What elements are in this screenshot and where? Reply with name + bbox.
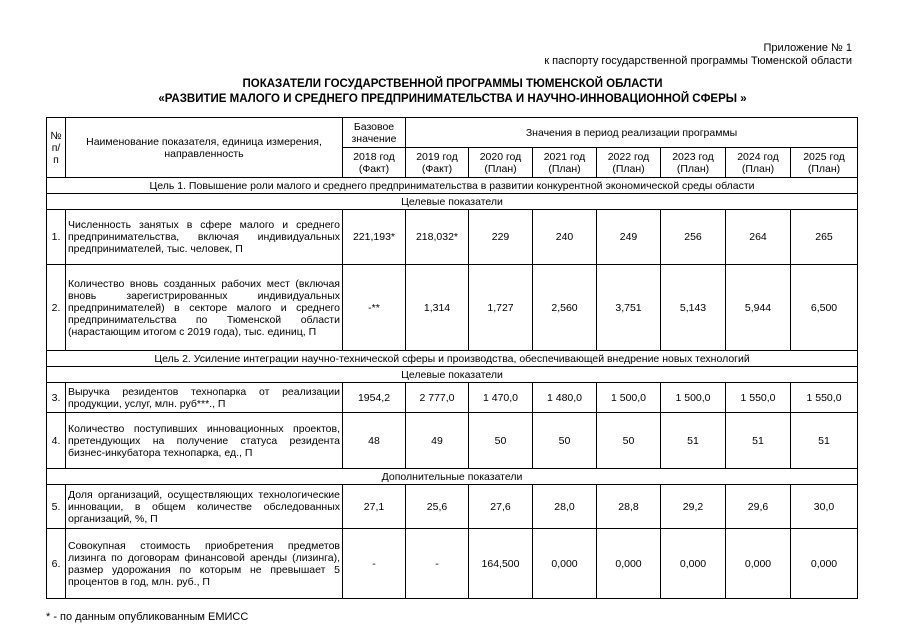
row-value: 29,2 — [661, 485, 726, 529]
table-row — [47, 413, 858, 469]
row-value: 0,000 — [791, 529, 858, 599]
row-value: 30,0 — [791, 485, 858, 529]
header-row-1 — [47, 118, 858, 148]
goal-row — [47, 351, 858, 367]
goal-1: Цель 1. Повышение роли малого и среднего предпринимательства в развитии конкурентной экономической среды области — [47, 178, 858, 194]
row-value: 0,000 — [661, 529, 726, 599]
row-value: 1,314 — [406, 265, 469, 351]
row-value: - — [406, 529, 469, 599]
row-value: 0,000 — [533, 529, 597, 599]
header-year: 2020 год (План) — [469, 148, 533, 178]
row-value: 256 — [661, 210, 726, 265]
row-value: 218,032* — [406, 210, 469, 265]
row-value: 1954,2 — [343, 383, 406, 413]
table-row — [47, 529, 858, 599]
row-value: 240 — [533, 210, 597, 265]
row-value: 6,500 — [791, 265, 858, 351]
row-value: 1 500,0 — [661, 383, 726, 413]
row-value: 51 — [791, 413, 858, 469]
row-num: 4. — [47, 413, 66, 469]
row-num: 3. — [47, 383, 66, 413]
row-name: Численность занятых в сфере малого и среднего предпринимательства, включая индивидуальных предпринимателей, тыс. человек, П — [66, 210, 343, 265]
row-num: 1. — [47, 210, 66, 265]
row-value: 50 — [469, 413, 533, 469]
row-name: Количество поступивших инновационных проектов, претендующих на получение статуса резидента бизнес-инкубатора технопарка, ед., П — [66, 413, 343, 469]
row-value: 229 — [469, 210, 533, 265]
table-row — [47, 265, 858, 351]
row-value: 50 — [597, 413, 661, 469]
footnote: * - по данным опубликованным ЕМИСС — [46, 611, 249, 623]
row-value: -** — [343, 265, 406, 351]
row-num: 5. — [47, 485, 66, 529]
appendix-line-2: к паспорту государственной программы Тюменской области — [544, 55, 852, 67]
row-value: 48 — [343, 413, 406, 469]
row-name: Выручка резидентов технопарка от реализации продукции, услуг, млн. руб***., П — [66, 383, 343, 413]
header-name: Наименование показателя, единица измерения, направленность — [66, 118, 343, 178]
row-value: 249 — [597, 210, 661, 265]
target-indicators-1: Целевые показатели — [47, 194, 858, 210]
header-year: 2023 год (План) — [661, 148, 726, 178]
section-row — [47, 367, 858, 383]
header-year: 2022 год (План) — [597, 148, 661, 178]
row-name: Доля организаций, осуществляющих технологические инновации, в общем количестве обследованных организаций, %, П — [66, 485, 343, 529]
indicators-table — [46, 117, 858, 599]
row-value: 0,000 — [597, 529, 661, 599]
row-value: 1 550,0 — [791, 383, 858, 413]
title-line-2: «РАЗВИТИЕ МАЛОГО И СРЕДНЕГО ПРЕДПРИНИМАТЕЛЬСТВА И НАУЧНО-ИННОВАЦИОННОЙ СФЕРЫ » — [158, 93, 747, 105]
row-value: 1 500,0 — [597, 383, 661, 413]
table-row — [47, 383, 858, 413]
header-year: 2024 год (План) — [726, 148, 791, 178]
goal-2: Цель 2. Усиление интеграции научно-технической сферы и производства, обеспечивающей внедрение новых технологий — [47, 351, 858, 367]
header-year: 2021 год (План) — [533, 148, 597, 178]
row-value: 221,193* — [343, 210, 406, 265]
target-indicators-2: Целевые показатели — [47, 367, 858, 383]
section-row — [47, 194, 858, 210]
header-period: Значения в период реализации программы — [406, 118, 858, 148]
row-value: 164,500 — [469, 529, 533, 599]
section-row — [47, 469, 858, 485]
row-value: - — [343, 529, 406, 599]
row-value: 5,143 — [661, 265, 726, 351]
header-year: 2025 год (План) — [791, 148, 858, 178]
row-value: 1 550,0 — [726, 383, 791, 413]
appendix-line-1: Приложение № 1 — [763, 42, 852, 54]
document-title — [0, 77, 905, 107]
row-value: 3,751 — [597, 265, 661, 351]
row-value: 50 — [533, 413, 597, 469]
row-value: 2,560 — [533, 265, 597, 351]
header-num: № п/п — [47, 118, 66, 178]
row-value: 28,0 — [533, 485, 597, 529]
title-line-1: ПОКАЗАТЕЛИ ГОСУДАРСТВЕННОЙ ПРОГРАММЫ ТЮМЕНСКОЙ ОБЛАСТИ — [242, 78, 663, 90]
row-value: 27,6 — [469, 485, 533, 529]
row-num: 2. — [47, 265, 66, 351]
row-value: 0,000 — [726, 529, 791, 599]
table-row — [47, 210, 858, 265]
row-value: 2 777,0 — [406, 383, 469, 413]
row-value: 1 480,0 — [533, 383, 597, 413]
row-num: 6. — [47, 529, 66, 599]
row-value: 1,727 — [469, 265, 533, 351]
row-name: Количество вновь созданных рабочих мест (включая вновь зарегистрированных индивидуальных предпринимателей) в секторе малого и среднего предпринимательства по Тюменской области (нарастающим итогом с 2019 года), тыс. единиц, П — [66, 265, 343, 351]
row-value: 27,1 — [343, 485, 406, 529]
row-value: 49 — [406, 413, 469, 469]
row-value: 29,6 — [726, 485, 791, 529]
row-value: 51 — [726, 413, 791, 469]
row-value: 1 470,0 — [469, 383, 533, 413]
row-value: 51 — [661, 413, 726, 469]
table-row — [47, 485, 858, 529]
appendix-caption — [544, 42, 852, 68]
header-year: 2018 год (Факт) — [343, 148, 406, 178]
row-value: 25,6 — [406, 485, 469, 529]
row-value: 28,8 — [597, 485, 661, 529]
row-value: 264 — [726, 210, 791, 265]
additional-indicators: Дополнительные показатели — [47, 469, 858, 485]
header-base: Базовое значение — [343, 118, 406, 148]
row-value: 5,944 — [726, 265, 791, 351]
row-value: 265 — [791, 210, 858, 265]
goal-row — [47, 178, 858, 194]
row-name: Совокупная стоимость приобретения предметов лизинга по договорам финансовой аренды (лизинга), размер удорожания по которым не превышает 5 процентов в год, млн. руб., П — [66, 529, 343, 599]
header-year: 2019 год (Факт) — [406, 148, 469, 178]
